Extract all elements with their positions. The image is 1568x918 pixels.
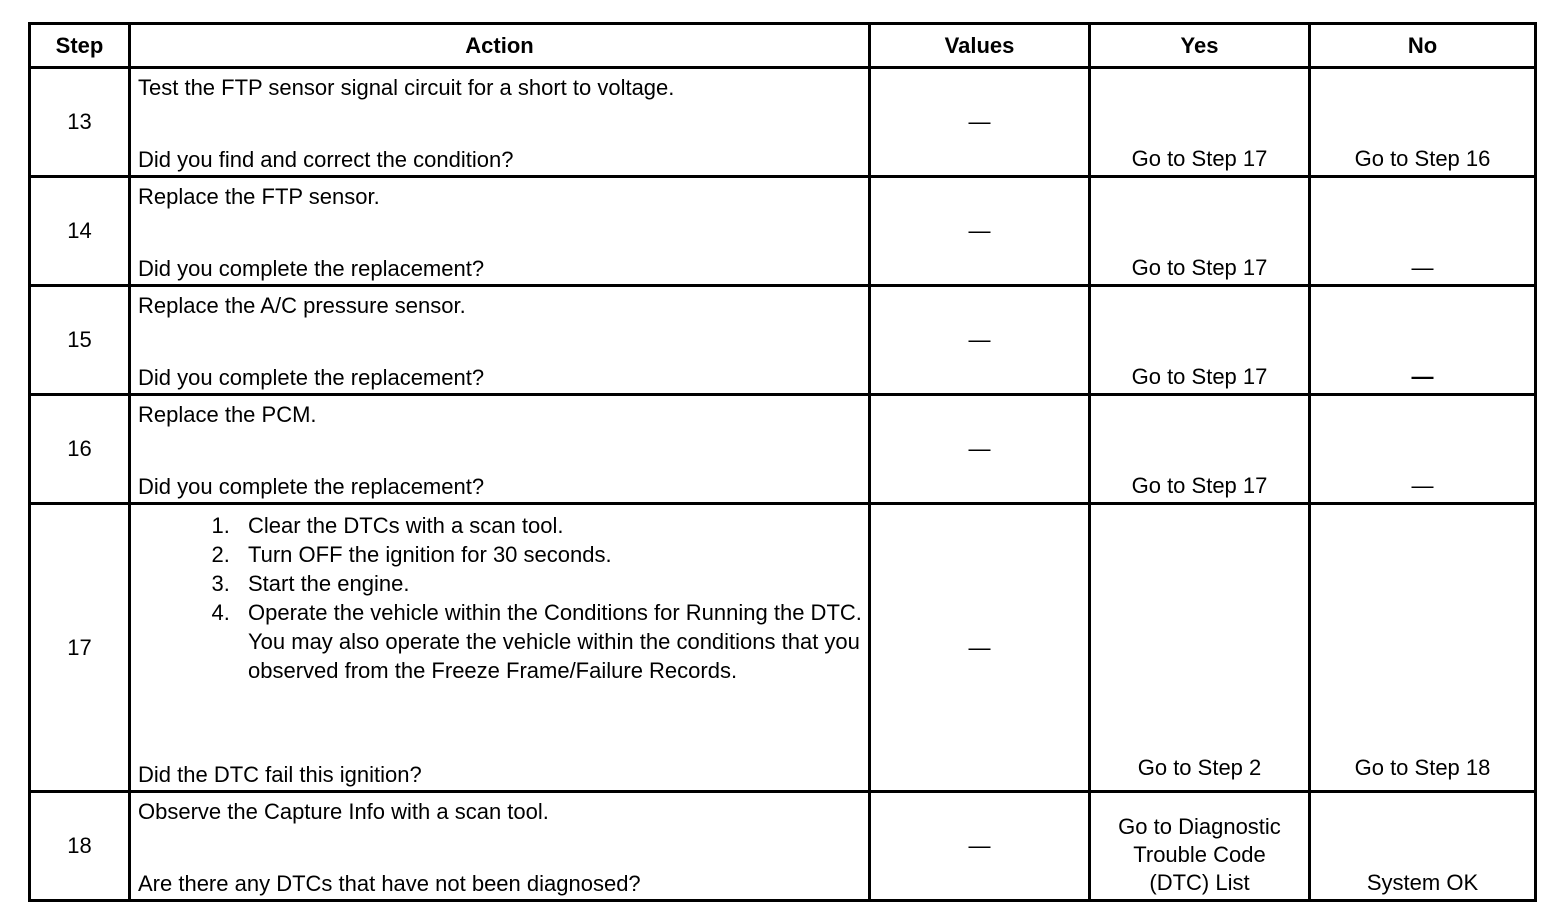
no-value: —	[1411, 364, 1434, 389]
no-value: —	[1411, 473, 1434, 498]
action-question: Did the DTC fail this ignition?	[138, 762, 422, 787]
step-number: 16	[31, 396, 131, 505]
action-text: Observe the Capture Info with a scan tool.	[138, 799, 549, 824]
yes-cell	[1091, 287, 1311, 396]
header-row	[31, 25, 1534, 69]
yes-link[interactable]: Go to Step 2	[1137, 755, 1262, 780]
yes-link-dtc-list[interactable]	[1091, 813, 1308, 897]
table-row-step-14	[31, 178, 1534, 287]
no-value: —	[1411, 255, 1434, 280]
yes-link[interactable]: Go to Step 17	[1131, 473, 1268, 498]
yes-cell	[1091, 396, 1311, 505]
table-row-step-13	[31, 69, 1534, 178]
no-cell	[1311, 396, 1534, 505]
yes-cell	[1091, 793, 1311, 899]
values-cell: —	[871, 178, 1091, 287]
no-link[interactable]: Go to Step 18	[1354, 755, 1491, 780]
yes-link[interactable]: Go to Step 17	[1131, 255, 1268, 280]
header-step: Step	[31, 25, 131, 69]
action-cell	[131, 69, 871, 178]
table-row-step-17	[31, 505, 1534, 793]
diagnostic-table	[28, 22, 1537, 902]
yes-link-line: (DTC) List	[1149, 870, 1250, 895]
header-yes: Yes	[1091, 25, 1311, 69]
step-number: 14	[31, 178, 131, 287]
action-cell	[131, 178, 871, 287]
no-link[interactable]: Go to Step 16	[1354, 146, 1491, 171]
step-number: 13	[31, 69, 131, 178]
header-values: Values	[871, 25, 1091, 69]
yes-link-line: Go to Diagnostic	[1118, 814, 1281, 839]
no-value: System OK	[1366, 870, 1479, 895]
action-question: Did you complete the replacement?	[138, 256, 485, 281]
action-cell	[131, 287, 871, 396]
no-cell	[1311, 69, 1534, 178]
yes-link[interactable]: Go to Step 17	[1131, 364, 1268, 389]
yes-cell	[1091, 505, 1311, 793]
action-step: 2. Turn OFF the ignition for 30 seconds.	[236, 540, 868, 569]
yes-link[interactable]: Go to Step 17	[1131, 146, 1268, 171]
values-cell: —	[871, 505, 1091, 793]
step-number: 17	[31, 505, 131, 793]
action-step: 4. Operate the vehicle within the Conditions for Running the DTC. You may also operate the vehicle within the conditions that you observed from the Freeze Frame/Failure Records.	[236, 598, 868, 685]
values-cell: —	[871, 793, 1091, 899]
table-row-step-16	[31, 396, 1534, 505]
values-cell: —	[871, 396, 1091, 505]
action-step: 1. Clear the DTCs with a scan tool.	[236, 511, 868, 540]
action-text: Test the FTP sensor signal circuit for a short to voltage.	[138, 75, 675, 100]
action-question: Are there any DTCs that have not been diagnosed?	[138, 871, 641, 896]
yes-cell	[1091, 178, 1311, 287]
action-cell	[131, 396, 871, 505]
action-question: Did you complete the replacement?	[138, 365, 485, 390]
table-row-step-18	[31, 793, 1534, 899]
table-row-step-15	[31, 287, 1534, 396]
header-action: Action	[131, 25, 871, 69]
yes-cell	[1091, 69, 1311, 178]
action-text: Replace the A/C pressure sensor.	[138, 293, 466, 318]
no-cell	[1311, 287, 1534, 396]
action-text: Replace the PCM.	[138, 402, 317, 427]
step-number: 15	[31, 287, 131, 396]
action-question: Did you find and correct the condition?	[138, 147, 514, 172]
action-cell	[131, 505, 871, 793]
no-cell	[1311, 505, 1534, 793]
step-number: 18	[31, 793, 131, 899]
action-cell	[131, 793, 871, 899]
yes-link-line: Trouble Code	[1133, 842, 1266, 867]
action-text: Replace the FTP sensor.	[138, 184, 380, 209]
values-cell: —	[871, 287, 1091, 396]
action-steps-list	[131, 511, 868, 685]
action-step: 3. Start the engine.	[236, 569, 868, 598]
header-no: No	[1311, 25, 1534, 69]
values-cell: —	[871, 69, 1091, 178]
no-cell	[1311, 793, 1534, 899]
action-question: Did you complete the replacement?	[138, 474, 485, 499]
no-cell	[1311, 178, 1534, 287]
